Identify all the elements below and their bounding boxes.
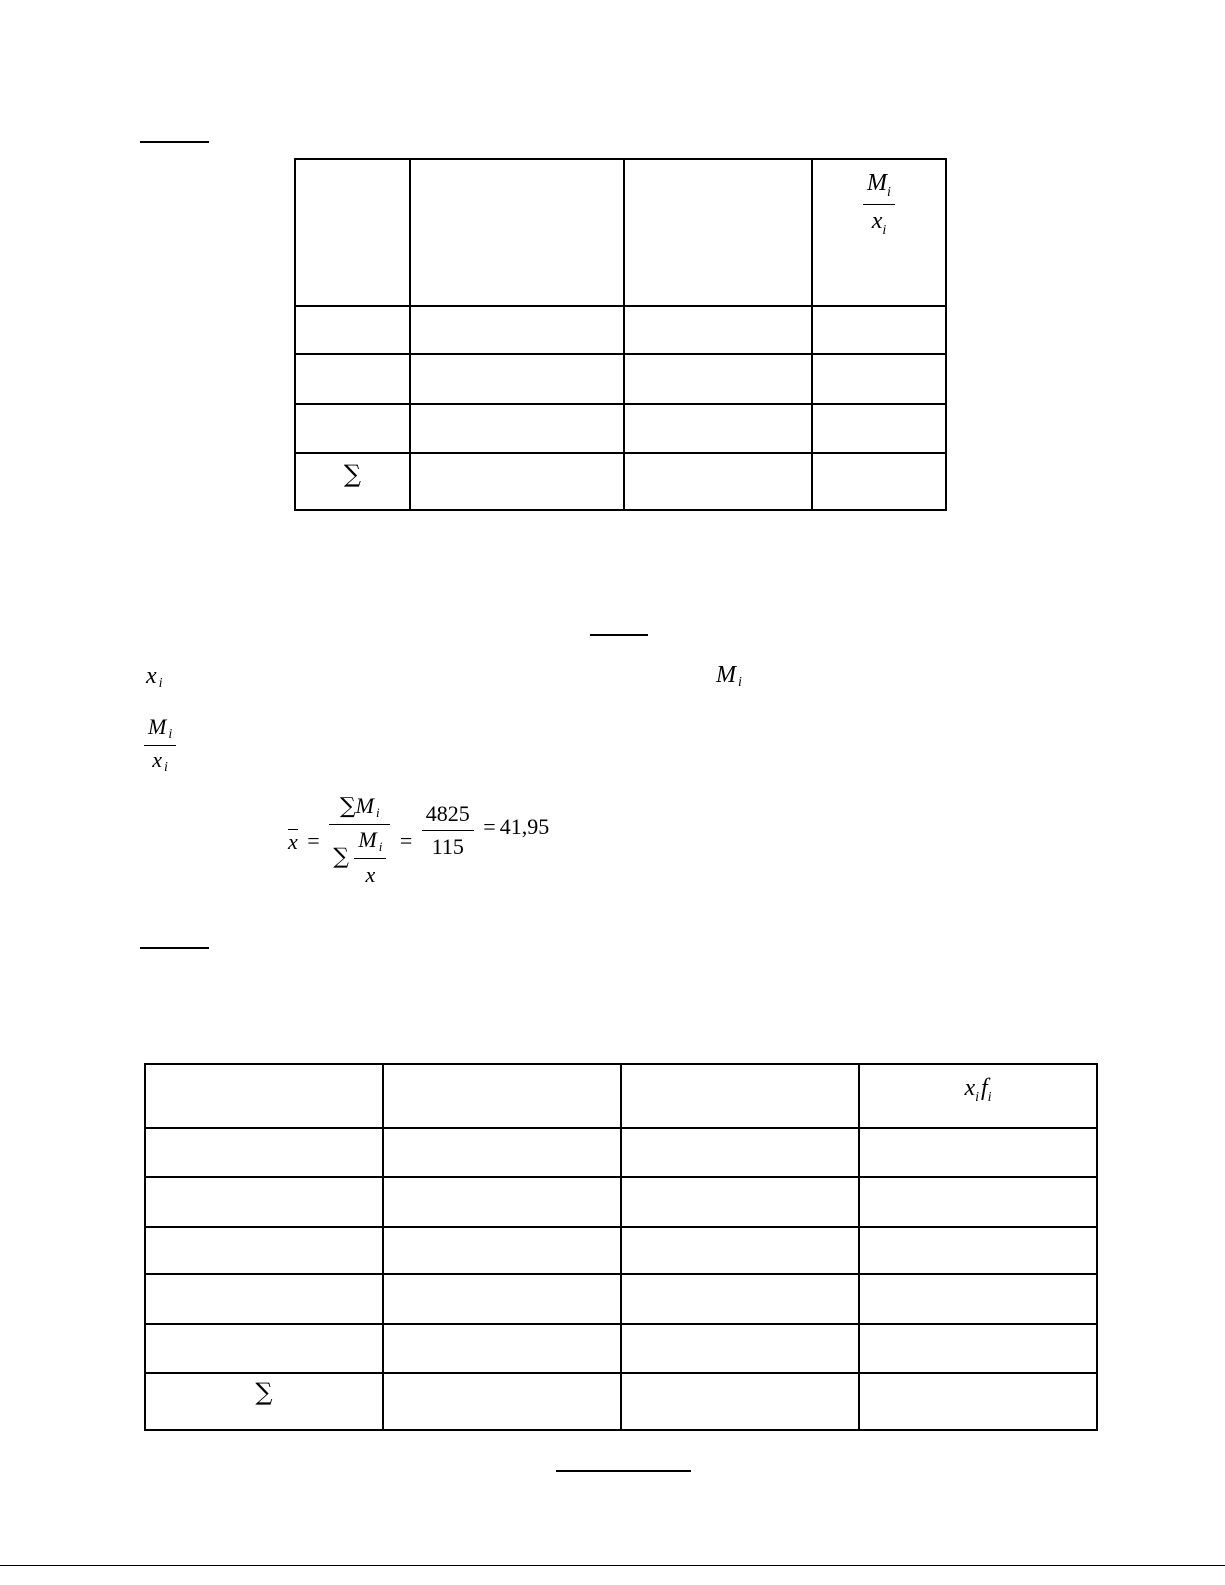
subscript: i [738,675,742,690]
fraction-denominator: x [152,747,163,772]
table-cell [624,159,812,306]
table-cell [812,354,946,404]
table-1 [294,158,947,511]
table-2 [144,1063,1098,1431]
table-row [145,1373,1097,1430]
table-row [295,453,946,510]
heading-underline-4 [556,1470,691,1472]
table-row [145,1227,1097,1274]
table-row [145,1274,1097,1324]
symbol-base: x [146,663,157,689]
formula-numeric-fraction [422,801,474,860]
table-row [295,306,946,354]
numeric-denominator: 115 [431,834,464,859]
table-cell [410,354,624,404]
heading-underline-3 [140,947,209,949]
subscript: i [168,727,173,742]
table-cell [621,1177,859,1227]
table-cell [145,1274,383,1324]
symbol-base: x [964,1075,976,1101]
page-bottom-rule [0,1565,1225,1566]
table-cell [383,1064,621,1128]
table-cell [295,453,410,510]
numeric-numerator: 4825 [422,801,474,831]
sum-symbol: ∑ [333,844,349,870]
table-cell [621,1274,859,1324]
fraction-numerator: M [355,793,374,818]
formula-symbolic-fraction [329,793,390,888]
table-cell [624,453,812,510]
table-cell [812,404,946,453]
table-row [295,404,946,453]
table-cell [295,306,410,354]
table-cell [859,1373,1097,1430]
sum-symbol: ∑ [339,794,356,819]
table-cell [624,354,812,404]
formula-lhs: x [288,828,298,854]
table-cell [621,1227,859,1274]
table-header-cell [859,1064,1097,1128]
equals-sign: = [483,814,496,839]
table-cell [145,1064,383,1128]
subscript: i [375,805,380,820]
table-cell [621,1324,859,1373]
subscript: i [987,1089,992,1105]
equals-sign: = [307,827,320,853]
table-cell [145,1373,383,1430]
fraction-mi-over-xi [863,170,895,239]
fraction-numerator: M [148,714,167,739]
table-cell [624,306,812,354]
fraction-numerator: M [867,170,888,196]
table-cell [410,159,624,306]
table-cell [624,404,812,453]
table-cell [383,1373,621,1430]
sum-symbol: ∑ [343,460,362,488]
table-cell [383,1324,621,1373]
table-cell [410,306,624,354]
heading-underline-1 [140,141,209,143]
table-cell [812,306,946,354]
table-cell [621,1373,859,1430]
symbol-base: M [716,662,736,688]
formula-result-group [479,814,549,840]
table-cell [812,453,946,510]
subscript: i [378,839,383,854]
table-cell [410,404,624,453]
table-row [145,1177,1097,1227]
mean-formula [288,793,549,888]
table-row [145,1324,1097,1373]
table-cell [859,1227,1097,1274]
table-cell [145,1128,383,1177]
table-cell [295,354,410,404]
symbol-base: f [980,1075,988,1101]
table-cell [859,1128,1097,1177]
table-cell [295,404,410,453]
table-cell [383,1274,621,1324]
table-cell [295,159,410,306]
table-cell [383,1177,621,1227]
subscript: i [887,184,891,200]
symbol-m-i [716,663,742,690]
symbol-x-i [146,664,163,691]
table-row [295,159,946,306]
table-cell [383,1227,621,1274]
fraction-denominator: x [365,862,376,887]
table-row [145,1128,1097,1177]
table-row [145,1064,1097,1128]
table-cell [621,1128,859,1177]
equals-sign: = [399,827,413,853]
subscript: i [158,676,163,691]
table-cell [145,1227,383,1274]
heading-underline-2 [590,634,648,636]
subscript: i [164,760,168,775]
table-cell [145,1177,383,1227]
table-header-cell [812,159,946,306]
formula-result: 41,95 [499,814,550,839]
table-cell [859,1274,1097,1324]
sum-symbol: ∑ [255,1378,273,1406]
subscript: i [882,222,887,238]
table-cell [621,1064,859,1128]
table-row [295,354,946,404]
table-cell [859,1324,1097,1373]
fraction-denominator: x [871,207,883,234]
fraction-numerator: M [358,827,377,852]
table-cell [859,1177,1097,1227]
table-cell [145,1324,383,1373]
symbol-mi-over-xi [144,716,176,775]
inner-fraction [354,827,386,888]
table-cell [410,453,624,510]
subscript: i [975,1089,979,1105]
table-cell [383,1128,621,1177]
